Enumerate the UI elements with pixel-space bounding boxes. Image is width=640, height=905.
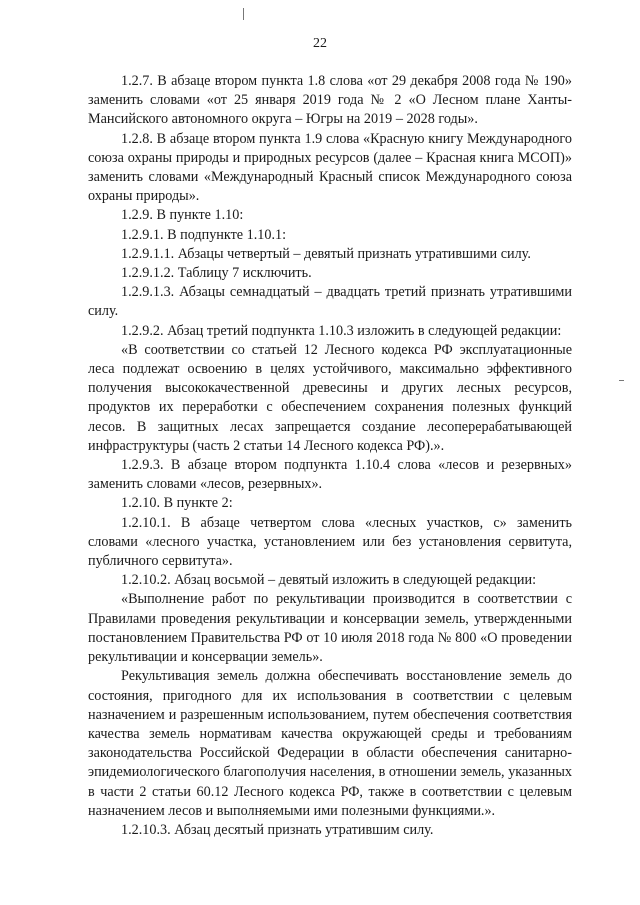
paragraph-1-2-9-1-2: 1.2.9.1.2. Таблицу 7 исключить.	[121, 265, 312, 282]
paragraph-1-2-9-1: 1.2.9.1. В подпункте 1.10.1:	[121, 226, 287, 243]
paragraph-1-2-9: 1.2.9. В пункте 1.10:	[121, 207, 244, 224]
scan-mark-top	[243, 8, 244, 20]
paragraph-1-2-9-1-1: 1.2.9.1.1. Абзацы четвертый – девятый признать утратившими силу.	[121, 245, 531, 262]
scan-mark-right	[619, 380, 624, 381]
paragraph-rekultivatsiya-zemel: Рекультивация земель должна обеспечивать восстановление земель до состояния, пригодного для их использования в соответствии с целевым назначением и разрешенным использованием, путем обеспечения соответствия качества земель нормативам качества окружающей среды и требованиям законодательства Российской Федерации в области обеспечения санитарно-эпидемиологического благополучия населения, в отношении земель, указанных в части 2 статьи 60.12 Лесного кодекса РФ, также в соответствии с целевым назначением лесов и выполняемыми ими полезными функциями.».	[88, 668, 572, 819]
paragraph-1-2-10-2: 1.2.10.2. Абзац восьмой – девятый изложить в следующей редакции:	[121, 572, 537, 589]
paragraph-1-2-10-3: 1.2.10.3. Абзац десятый признать утратившим силу.	[121, 821, 434, 838]
quote-lesnoy-kodeks: «В соответствии со статьей 12 Лесного кодекса РФ эксплуатационные леса подлежат освоению в целях устойчивого, максимально эффективного получения высококачественной древесины и других лесных ресурсов, продуктов их переработки с обеспечением сохранения полезных функций лесов. В защитных лесах запрещается создание лесоперерабатывающей инфраструктуры (часть 2 статьи 14 Лесного кодекса РФ).».	[88, 341, 572, 454]
paragraph-1-2-10-1: 1.2.10.1. В абзаце четвертом слова «лесных участков, с» заменить словами «лесного участка, установлением или без установления сервитута, публичного сервитута».	[88, 514, 572, 570]
paragraph-1-2-9-1-3: 1.2.9.1.3. Абзацы семнадцатый – двадцать третий признать утратившими силу.	[88, 284, 572, 320]
paragraph-1-2-7: 1.2.7. В абзаце втором пункта 1.8 слова «от 29 декабря 2008 года № 190» заменить словами «от 25 января 2019 года № 2 «О Лесном плане Ханты-Мансийского автономного округа – Югры на 2019 – 2028 годы».	[88, 73, 572, 128]
paragraph-1-2-8: 1.2.8. В абзаце втором пункта 1.9 слова «Красную книгу Международного союза охраны природы и природных ресурсов (далее – Красная книга МСОП)» заменить словами «Международный Красный список Международного союза охраны природы».	[88, 130, 572, 205]
document-body	[88, 72, 572, 840]
quote-rekultivatsiya: «Выполнение работ по рекультивации производится в соответствии с Правилами проведения рекультивации и консервации земель, утвержденными постановлением Правительства РФ от 10 июля 2018 года № 800 «О проведении рекультивации и консервации земель».	[88, 591, 572, 666]
paragraph-1-2-9-2: 1.2.9.2. Абзац третий подпункта 1.10.3 изложить в следующей редакции:	[121, 322, 562, 339]
page-number: 22	[313, 36, 327, 51]
paragraph-1-2-9-3: 1.2.9.3. В абзаце втором подпункта 1.10.4 слова «лесов и резервных» заменить словами «лесов, резервных».	[88, 457, 572, 493]
paragraph-1-2-10: 1.2.10. В пункте 2:	[121, 495, 233, 512]
